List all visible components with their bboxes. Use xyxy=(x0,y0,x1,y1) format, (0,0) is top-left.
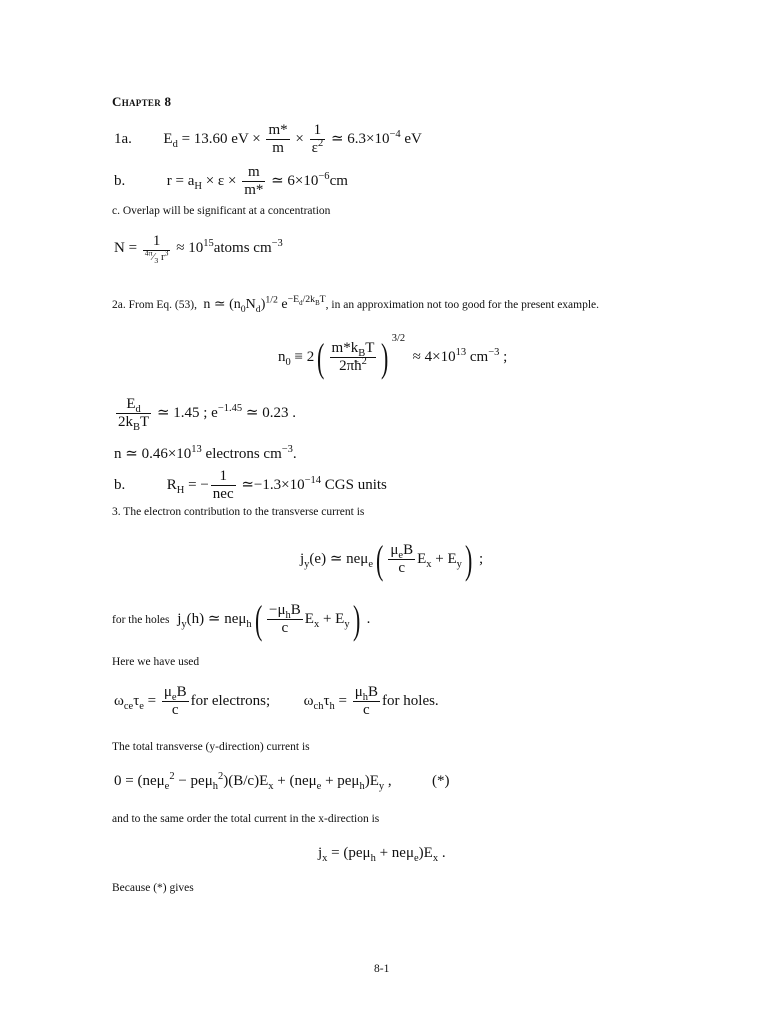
text-same-order: and to the same order the total current in the x-direction is xyxy=(112,813,380,825)
equation-star-label: (*) xyxy=(432,773,450,789)
text-1c: c. Overlap will be significant at a concentration xyxy=(112,205,331,217)
rh-value: ≃−1.3×10 xyxy=(241,477,305,494)
equation-star: $0 = (ne\mu_e^2 - pe\mu_h^2)(B/c)E_x + (ne\mu_e + pe\mu_h)E_y$ , xyxy=(114,771,392,792)
page-number: 8-1 xyxy=(374,963,390,975)
text-2a: 2a. From Eq. (53), n ≃ $(n_0N_d)^{1/2}$ $e^{-E_d/2k_BT}$, in an approximation not too good for the present example. xyxy=(112,294,600,315)
holes-prefix: for the holes xyxy=(112,613,170,626)
text-used: Here we have used xyxy=(112,656,200,668)
ed-ratio-text: ≃ 1.45 ; e xyxy=(156,405,218,422)
n-value-unit: electrons cm xyxy=(201,446,282,462)
n-value-text: n ≃ 0.46×10 xyxy=(114,446,192,462)
equation-jy-h: for the holes $j_y(h)$ ≃ neμ$_h$( $\frac{-\mu_hB}{c}$ $E_x + E_y$) . xyxy=(112,597,371,642)
text-2a-prefix: 2a. From Eq. (53), xyxy=(112,299,197,311)
equation-ed-ratio: $\frac{E_d}{2k_BT}$ ≃ 1.45 ; $e^{-1.45}$ ≃ 0.23 . xyxy=(118,396,296,434)
equation-1b: b. $r = a_H \times \varepsilon$ × $\frac{m}{m*}$ ≃ $6\times 10^{-6}cm$ xyxy=(114,164,348,199)
text-3: 3. The electron contribution to the transverse current is xyxy=(112,506,365,518)
equation-omega-tau: $\omega_{ce}\tau_e$ = $\frac{\mu_eB}{c}$ for electrons; $\omega_{ch}\tau_h$ = $\frac{\mu_hB}{c}$ for holes. xyxy=(114,684,439,719)
equation-jy-e: $j_y(e)$ ≃ neμ$_e$( $\frac{\mu_eB}{c}$ $E_x + E_y$) ; xyxy=(300,537,484,582)
equation-2b: b. $R_H$ = − $\frac{1}{\text{nec}}$ $≃-1.3\times 10^{-14}$ CGS units xyxy=(114,468,387,503)
rh-units: CGS units xyxy=(321,477,387,494)
for-electrons: for electrons; xyxy=(190,693,271,710)
text-total-y: The total transverse (y-direction) current is xyxy=(112,741,310,753)
equation-1c: N = $\frac{1}{^{4\pi}⁄_3 r^3}$ ≈ $10^{15}atoms$ $cm^{-3}$ xyxy=(114,233,283,266)
ed-ratio-end: ≃ 0.23 . xyxy=(245,405,296,422)
equation-n0: $n_0 \equiv 2$( $\frac{m*k_BT}{2\pi ħ^2}$ ) $^{3/2} \approx 4\times 10^{13}$ $cm^{-3}$ ; xyxy=(278,332,508,380)
text-because: Because (*) gives xyxy=(112,882,194,894)
label-1b: b. xyxy=(114,173,126,190)
label-2b: b. xyxy=(114,477,126,494)
equation-n-value: n ≃ $0.46\times 10^{13}$ electrons $cm^{-3}$. xyxy=(114,444,297,462)
equation-jx: $j_x = (pe\mu_h + ne\mu_e)E_x$ . xyxy=(318,845,446,864)
for-holes: for holes. xyxy=(382,693,439,710)
equation-1a: 1a. $E_d = 13.60$ eV × $\frac{m*}{m}$ × $\frac{1}{\varepsilon^2}$ ≃ $6.3\times 10^{-4}$ eV xyxy=(114,122,422,157)
n0-unit: cm xyxy=(469,348,489,365)
chapter-heading: Chapter 8 xyxy=(112,94,172,109)
label-1a: 1a. xyxy=(114,131,132,148)
atoms-unit: atoms cm xyxy=(213,239,272,256)
text-2a-suffix: , in an approximation not too good for the present example. xyxy=(325,299,600,311)
